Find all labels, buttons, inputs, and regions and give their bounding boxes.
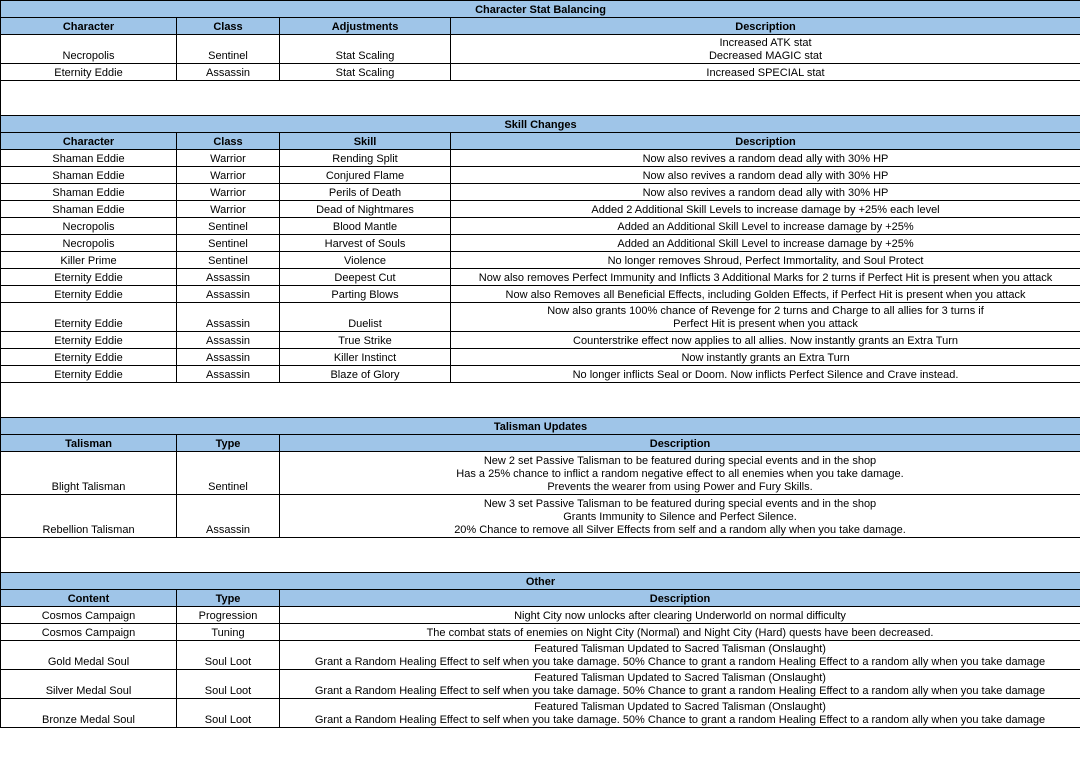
- skill-description-cell[interactable]: [451, 269, 1080, 286]
- description-line: 20% Chance to remove all Silver Effects from self and a random ally when you take damage.: [454, 524, 906, 536]
- skill-table-row: [1, 167, 1080, 184]
- stat-cell-c1[interactable]: Assassin: [177, 64, 280, 81]
- skill-cell-c0[interactable]: Eternity Eddie: [1, 269, 177, 286]
- skill-cell-c1[interactable]: Sentinel: [177, 252, 280, 269]
- stat-section-title-row: [1, 1, 1080, 18]
- spacer-cell: [1, 81, 1080, 116]
- other-table-row: [1, 641, 1080, 670]
- other-cell-c1[interactable]: Soul Loot: [177, 670, 280, 699]
- section-spacer: [1, 383, 1080, 418]
- stat-column-header[interactable]: Adjustments: [280, 18, 451, 35]
- description-line: Now also revives a random dead ally with 30% HP: [642, 170, 889, 182]
- skill-cell-c2[interactable]: Conjured Flame: [280, 167, 451, 184]
- skill-cell-c2[interactable]: Killer Instinct: [280, 349, 451, 366]
- skill-column-header[interactable]: Description: [451, 133, 1080, 150]
- description-line: No longer removes Shroud, Perfect Immortality, and Soul Protect: [607, 255, 924, 267]
- description-line: New 3 set Passive Talisman to be featured during special events and in the shop: [483, 498, 877, 510]
- other-description-cell[interactable]: [280, 624, 1080, 641]
- description-line: Now also Removes all Beneficial Effects, including Golden Effects, if Perfect Hit is present when you attack: [505, 289, 1026, 301]
- description-line: Now instantly grants an Extra Turn: [681, 352, 850, 364]
- other-cell-c0[interactable]: Cosmos Campaign: [1, 624, 177, 641]
- skill-table-row: [1, 184, 1080, 201]
- description-line: Featured Talisman Updated to Sacred Talisman (Onslaught): [534, 643, 826, 655]
- skill-table-row: [1, 150, 1080, 167]
- talisman-cell-c0[interactable]: Blight Talisman: [1, 452, 177, 495]
- skill-table-row: [1, 235, 1080, 252]
- skill-description-cell[interactable]: [451, 332, 1080, 349]
- skill-table-row: [1, 201, 1080, 218]
- description-line: Grants Immunity to Silence and Perfect Silence.: [563, 511, 797, 523]
- other-cell-c0[interactable]: Bronze Medal Soul: [1, 699, 177, 728]
- description-line: Grant a Random Healing Effect to self when you take damage. 50% Chance to grant a random Healing Effect to a random ally when you take damage: [314, 714, 1046, 726]
- other-cell-c1[interactable]: Tuning: [177, 624, 280, 641]
- description-line: Now also grants 100% chance of Revenge for 2 turns and Charge to all allies for 3 turns if: [547, 305, 984, 317]
- skill-table-row: [1, 332, 1080, 349]
- talisman-description-cell[interactable]: [280, 452, 1080, 495]
- other-description-cell[interactable]: [280, 607, 1080, 624]
- skill-description-cell[interactable]: [451, 235, 1080, 252]
- talisman-section-title-row: [1, 418, 1080, 435]
- stat-cell-c0[interactable]: Necropolis: [1, 35, 177, 64]
- skill-cell-c0[interactable]: Necropolis: [1, 218, 177, 235]
- stat-column-header[interactable]: Character: [1, 18, 177, 35]
- talisman-header-row: [1, 435, 1080, 452]
- other-table-row: [1, 699, 1080, 728]
- other-header-row: [1, 590, 1080, 607]
- skill-description-cell[interactable]: [451, 218, 1080, 235]
- skill-description-cell[interactable]: [451, 303, 1080, 332]
- description-line: No longer inflicts Seal or Doom. Now inflicts Perfect Silence and Crave instead.: [572, 369, 959, 381]
- talisman-cell-c0[interactable]: Rebellion Talisman: [1, 495, 177, 538]
- other-table-row: [1, 624, 1080, 641]
- stat-header-row: [1, 18, 1080, 35]
- stat-description-cell[interactable]: [451, 35, 1080, 64]
- skill-table-row: [1, 252, 1080, 269]
- description-line: Has a 25% chance to inflict a random negative effect to all enemies when you take damage.: [456, 468, 904, 480]
- skill-cell-c1[interactable]: Warrior: [177, 167, 280, 184]
- other-section-title[interactable]: Other: [1, 573, 1080, 590]
- skill-cell-c1[interactable]: Assassin: [177, 303, 280, 332]
- talisman-column-header[interactable]: Description: [280, 435, 1080, 452]
- skill-table-row: [1, 218, 1080, 235]
- description-line: Night City now unlocks after clearing Underworld on normal difficulty: [514, 610, 846, 622]
- stat-table-row: [1, 64, 1080, 81]
- skill-cell-c0[interactable]: Eternity Eddie: [1, 366, 177, 383]
- description-line: Grant a Random Healing Effect to self when you take damage. 50% Chance to grant a random Healing Effect to a random ally when you take damage: [314, 656, 1046, 668]
- skill-cell-c1[interactable]: Assassin: [177, 286, 280, 303]
- skill-description-cell[interactable]: [451, 349, 1080, 366]
- skill-description-cell[interactable]: [451, 201, 1080, 218]
- skill-column-header[interactable]: Skill: [280, 133, 451, 150]
- talisman-section-title[interactable]: Talisman Updates: [1, 418, 1080, 435]
- stat-column-header[interactable]: Class: [177, 18, 280, 35]
- stat-description-cell[interactable]: [451, 64, 1080, 81]
- skill-cell-c2[interactable]: Duelist: [280, 303, 451, 332]
- skill-table-row: [1, 303, 1080, 332]
- stat-section-title[interactable]: Character Stat Balancing: [1, 1, 1080, 18]
- skill-cell-c1[interactable]: Warrior: [177, 201, 280, 218]
- talisman-table-row: [1, 495, 1080, 538]
- other-column-header[interactable]: Description: [280, 590, 1080, 607]
- section-spacer: [1, 538, 1080, 573]
- skill-cell-c0[interactable]: Eternity Eddie: [1, 286, 177, 303]
- skill-description-cell[interactable]: [451, 286, 1080, 303]
- skill-cell-c2[interactable]: Deepest Cut: [280, 269, 451, 286]
- skill-cell-c0[interactable]: Necropolis: [1, 235, 177, 252]
- other-cell-c1[interactable]: Soul Loot: [177, 641, 280, 670]
- skill-cell-c0[interactable]: Eternity Eddie: [1, 303, 177, 332]
- skill-cell-c1[interactable]: Sentinel: [177, 218, 280, 235]
- spacer-cell: [1, 538, 1080, 573]
- description-line: Now also revives a random dead ally with 30% HP: [642, 153, 889, 165]
- skill-cell-c0[interactable]: Shaman Eddie: [1, 150, 177, 167]
- skill-cell-c2[interactable]: Rending Split: [280, 150, 451, 167]
- talisman-table-row: [1, 452, 1080, 495]
- description-line: Now also removes Perfect Immunity and Inflicts 3 Additional Marks for 2 turns if Perfect Hit is present when you attack: [478, 272, 1053, 284]
- skill-description-cell[interactable]: [451, 366, 1080, 383]
- description-line: Counterstrike effect now applies to all allies. Now instantly grants an Extra Turn: [573, 335, 958, 347]
- skill-cell-c1[interactable]: Assassin: [177, 269, 280, 286]
- section-spacer: [1, 81, 1080, 116]
- skill-cell-c0[interactable]: Shaman Eddie: [1, 201, 177, 218]
- skill-cell-c1[interactable]: Assassin: [177, 366, 280, 383]
- skill-cell-c1[interactable]: Assassin: [177, 332, 280, 349]
- skill-cell-c0[interactable]: Killer Prime: [1, 252, 177, 269]
- skill-cell-c2[interactable]: Harvest of Souls: [280, 235, 451, 252]
- other-cell-c0[interactable]: Gold Medal Soul: [1, 641, 177, 670]
- skill-table-row: [1, 366, 1080, 383]
- other-cell-c0[interactable]: Cosmos Campaign: [1, 607, 177, 624]
- description-line: Added 2 Additional Skill Levels to increase damage by +25% each level: [591, 204, 940, 216]
- skill-cell-c2[interactable]: True Strike: [280, 332, 451, 349]
- skill-description-cell[interactable]: [451, 167, 1080, 184]
- other-description-cell[interactable]: [280, 699, 1080, 728]
- other-column-header[interactable]: Type: [177, 590, 280, 607]
- skill-cell-c0[interactable]: Eternity Eddie: [1, 332, 177, 349]
- description-line: Featured Talisman Updated to Sacred Talisman (Onslaught): [534, 701, 826, 713]
- other-description-cell[interactable]: [280, 641, 1080, 670]
- talisman-column-header[interactable]: Type: [177, 435, 280, 452]
- stat-table-row: [1, 35, 1080, 64]
- skill-cell-c2[interactable]: Blaze of Glory: [280, 366, 451, 383]
- skill-cell-c2[interactable]: Blood Mantle: [280, 218, 451, 235]
- skill-cell-c1[interactable]: Sentinel: [177, 235, 280, 252]
- talisman-description-cell[interactable]: [280, 495, 1080, 538]
- description-line: Prevents the wearer from using Power and Fury Skills.: [547, 481, 813, 493]
- skill-cell-c0[interactable]: Shaman Eddie: [1, 184, 177, 201]
- skill-column-header[interactable]: Character: [1, 133, 177, 150]
- description-line: New 2 set Passive Talisman to be featured during special events and in the shop: [483, 455, 877, 467]
- description-line: Added an Additional Skill Level to increase damage by +25%: [617, 238, 914, 250]
- skill-section-title[interactable]: Skill Changes: [1, 116, 1080, 133]
- skill-cell-c1[interactable]: Warrior: [177, 150, 280, 167]
- description-line: Added an Additional Skill Level to increase damage by +25%: [617, 221, 914, 233]
- skill-column-header[interactable]: Class: [177, 133, 280, 150]
- description-line: Increased ATK stat: [719, 37, 812, 49]
- skill-section-title-row: [1, 116, 1080, 133]
- other-column-header[interactable]: Content: [1, 590, 177, 607]
- skill-description-cell[interactable]: [451, 252, 1080, 269]
- skill-cell-c0[interactable]: Shaman Eddie: [1, 167, 177, 184]
- description-line: Increased SPECIAL stat: [706, 67, 825, 79]
- skill-cell-c1[interactable]: Warrior: [177, 184, 280, 201]
- description-line: Now also revives a random dead ally with 30% HP: [642, 187, 889, 199]
- talisman-cell-c1[interactable]: Assassin: [177, 495, 280, 538]
- skill-header-row: [1, 133, 1080, 150]
- description-line: Featured Talisman Updated to Sacred Talisman (Onslaught): [534, 672, 826, 684]
- description-line: The combat stats of enemies on Night City (Normal) and Night City (Hard) quests have been decreased.: [426, 627, 934, 639]
- skill-description-cell[interactable]: [451, 150, 1080, 167]
- other-description-cell[interactable]: [280, 670, 1080, 699]
- skill-table-row: [1, 269, 1080, 286]
- skill-cell-c0[interactable]: Eternity Eddie: [1, 349, 177, 366]
- stat-column-header[interactable]: Description: [451, 18, 1080, 35]
- other-section-title-row: [1, 573, 1080, 590]
- skill-table-row: [1, 349, 1080, 366]
- skill-cell-c1[interactable]: Assassin: [177, 349, 280, 366]
- skill-cell-c2[interactable]: Parting Blows: [280, 286, 451, 303]
- stat-cell-c2[interactable]: Stat Scaling: [280, 35, 451, 64]
- other-cell-c0[interactable]: Silver Medal Soul: [1, 670, 177, 699]
- description-line: Perfect Hit is present when you attack: [673, 318, 858, 330]
- talisman-cell-c1[interactable]: Sentinel: [177, 452, 280, 495]
- stat-cell-c0[interactable]: Eternity Eddie: [1, 64, 177, 81]
- other-table-row: [1, 670, 1080, 699]
- sheet-body: [1, 1, 1080, 728]
- skill-description-cell[interactable]: [451, 184, 1080, 201]
- spacer-cell: [1, 383, 1080, 418]
- talisman-column-header[interactable]: Talisman: [1, 435, 177, 452]
- skill-cell-c2[interactable]: Violence: [280, 252, 451, 269]
- skill-cell-c2[interactable]: Perils of Death: [280, 184, 451, 201]
- stat-cell-c1[interactable]: Sentinel: [177, 35, 280, 64]
- other-cell-c1[interactable]: Progression: [177, 607, 280, 624]
- skill-table-row: [1, 286, 1080, 303]
- other-cell-c1[interactable]: Soul Loot: [177, 699, 280, 728]
- stat-cell-c2[interactable]: Stat Scaling: [280, 64, 451, 81]
- description-line: Decreased MAGIC stat: [708, 50, 823, 62]
- other-table-row: [1, 607, 1080, 624]
- description-line: Grant a Random Healing Effect to self when you take damage. 50% Chance to grant a random Healing Effect to a random ally when you take damage: [314, 685, 1046, 697]
- skill-cell-c2[interactable]: Dead of Nightmares: [280, 201, 451, 218]
